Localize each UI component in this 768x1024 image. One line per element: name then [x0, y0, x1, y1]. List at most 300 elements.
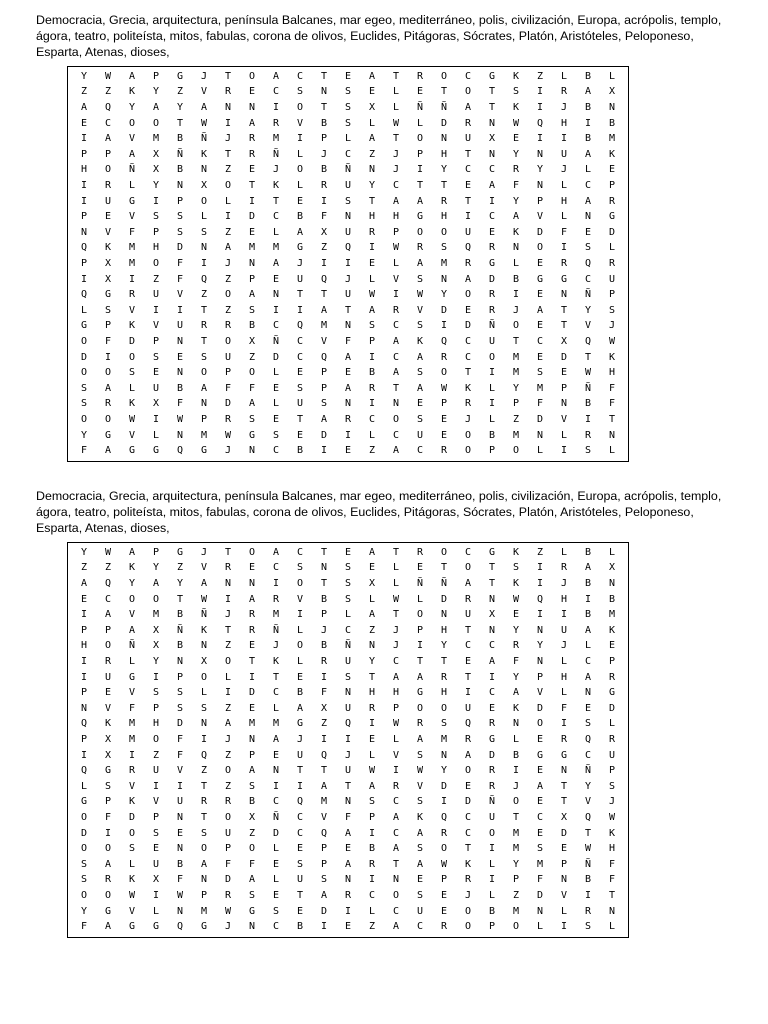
grid-cell: B [296, 445, 304, 457]
grid-cell: A [272, 257, 280, 269]
grid-cell: O [248, 843, 256, 855]
grid-cell: H [368, 211, 376, 223]
grid-cell: A [104, 921, 112, 933]
grid-cell: U [464, 133, 472, 145]
grid-cell: V [536, 211, 544, 223]
grid-cell: D [440, 780, 448, 792]
grid-cell: E [416, 874, 424, 886]
grid-cell: R [512, 164, 520, 176]
grid-cell: A [224, 242, 232, 254]
grid-cell: U [104, 195, 112, 207]
grid-cell: X [248, 811, 256, 823]
grid-cell: S [416, 843, 424, 855]
grid-cell: P [224, 843, 232, 855]
grid-cell: W [368, 289, 376, 301]
grid-cell: S [248, 780, 256, 792]
grid-cell: P [320, 843, 328, 855]
grid-cell: P [152, 546, 160, 558]
grid-cell: I [584, 413, 592, 425]
grid-cell: W [128, 889, 136, 901]
grid-cell: O [152, 257, 160, 269]
grid-cell: I [368, 242, 376, 254]
grid-cell: N [272, 289, 280, 301]
grid-cell: D [440, 304, 448, 316]
grid-cell: T [296, 289, 304, 301]
grid-cell: R [200, 320, 208, 332]
grid-cell: R [320, 655, 328, 667]
grid-cell: M [128, 242, 136, 254]
grid-cell: R [608, 195, 616, 207]
grid-cell: R [368, 858, 376, 870]
grid-cell: L [152, 429, 160, 441]
grid-cell: A [368, 609, 376, 621]
grid-cell: B [584, 398, 592, 410]
grid-cell: H [440, 148, 448, 160]
grid-cell: S [320, 874, 328, 886]
grid-cell: A [248, 593, 256, 605]
grid-cell: A [80, 101, 88, 113]
grid-cell: L [608, 718, 616, 730]
grid-cell: B [176, 382, 184, 394]
grid-cell: M [512, 429, 520, 441]
grid-cell: R [224, 796, 232, 808]
grid-cell: S [200, 702, 208, 714]
grid-cell: Q [464, 242, 472, 254]
grid-cell: A [416, 858, 424, 870]
grid-cell: K [104, 718, 112, 730]
grid-cell: R [248, 624, 256, 636]
grid-cell: T [320, 101, 328, 113]
grid-cell: F [344, 335, 352, 347]
grid-cell: E [368, 86, 376, 98]
grid-cell: L [560, 211, 568, 223]
grid-cell: O [104, 843, 112, 855]
grid-cell: U [344, 226, 352, 238]
grid-cell: E [344, 445, 352, 457]
grid-cell: L [392, 86, 400, 98]
grid-cell: F [224, 382, 232, 394]
grid-cell: L [608, 921, 616, 933]
grid-cell: I [560, 718, 568, 730]
grid-cell: U [224, 351, 232, 363]
grid-cell: L [128, 179, 136, 191]
grid-cell: N [392, 874, 400, 886]
grid-cell: O [512, 796, 520, 808]
grid-cell: D [488, 273, 496, 285]
grid-cell: W [512, 593, 520, 605]
grid-cell: F [560, 702, 568, 714]
grid-cell: K [464, 382, 472, 394]
grid-cell: R [464, 398, 472, 410]
grid-cell: W [392, 718, 400, 730]
grid-cell: S [248, 304, 256, 316]
grid-cell: O [296, 640, 304, 652]
grid-cell: F [104, 811, 112, 823]
grid-cell: X [152, 640, 160, 652]
grid-cell: P [248, 273, 256, 285]
grid-cell: A [320, 304, 328, 316]
grid-cell: I [464, 211, 472, 223]
grid-cell: T [272, 195, 280, 207]
grid-cell: O [248, 367, 256, 379]
grid-cell: P [416, 148, 424, 160]
grid-cell: E [536, 320, 544, 332]
grid-cell: P [608, 765, 616, 777]
grid-cell: V [128, 609, 136, 621]
grid-cell: P [152, 70, 160, 82]
grid-cell: A [536, 780, 544, 792]
grid-cell: E [536, 765, 544, 777]
grid-cell: A [248, 117, 256, 129]
grid-cell: L [560, 429, 568, 441]
grid-cell: P [536, 671, 544, 683]
grid-cell: P [80, 211, 88, 223]
grid-cell: G [488, 257, 496, 269]
grid-cell: B [296, 921, 304, 933]
grid-cell: N [176, 335, 184, 347]
grid-cell: C [272, 562, 280, 574]
grid-cell: Y [584, 780, 592, 792]
grid-cell: I [416, 640, 424, 652]
grid-cell: Z [224, 749, 232, 761]
grid-cell: S [152, 827, 160, 839]
grid-cell: B [584, 546, 592, 558]
grid-cell: P [104, 624, 112, 636]
grid-cell: T [608, 889, 616, 901]
grid-cell: I [152, 671, 160, 683]
grid-cell: B [296, 211, 304, 223]
grid-cell: B [320, 593, 328, 605]
grid-cell: L [272, 398, 280, 410]
grid-cell: T [440, 562, 448, 574]
grid-cell: A [344, 827, 352, 839]
grid-cell: S [200, 351, 208, 363]
grid-cell: Y [512, 195, 520, 207]
grid-cell: V [416, 780, 424, 792]
grid-cell: V [152, 320, 160, 332]
grid-cell: Y [176, 101, 184, 113]
grid-cell: N [176, 655, 184, 667]
grid-cell: C [392, 655, 400, 667]
grid-cell: N [272, 765, 280, 777]
grid-cell: Y [80, 546, 88, 558]
grid-cell: P [176, 671, 184, 683]
grid-cell: Q [80, 242, 88, 254]
grid-cell: O [80, 843, 88, 855]
grid-cell: O [80, 335, 88, 347]
grid-cell: U [488, 811, 496, 823]
grid-cell: C [488, 211, 496, 223]
grid-cell: S [272, 429, 280, 441]
grid-cell: D [536, 226, 544, 238]
grid-cell: M [512, 827, 520, 839]
grid-cell: P [176, 195, 184, 207]
grid-cell: Y [512, 148, 520, 160]
grid-cell: L [272, 702, 280, 714]
grid-cell: T [464, 367, 472, 379]
grid-cell: H [560, 117, 568, 129]
grid-cell: C [416, 921, 424, 933]
grid-cell: S [104, 780, 112, 792]
grid-cell: Z [224, 702, 232, 714]
grid-cell: N [488, 593, 496, 605]
grid-cell: Y [176, 577, 184, 589]
grid-cell: C [104, 593, 112, 605]
grid-cell: L [392, 562, 400, 574]
grid-cell: D [560, 351, 568, 363]
grid-cell: C [392, 796, 400, 808]
grid-cell: N [176, 843, 184, 855]
grid-cell: R [440, 445, 448, 457]
grid-cell: O [512, 445, 520, 457]
grid-cell: A [368, 546, 376, 558]
grid-cell: T [464, 148, 472, 160]
grid-cell: G [104, 905, 112, 917]
grid-cell: X [104, 257, 112, 269]
grid-cell: J [320, 624, 328, 636]
grid-cell: I [440, 796, 448, 808]
grid-cell: J [392, 640, 400, 652]
grid-cell: J [392, 164, 400, 176]
grid-cell: Ñ [488, 320, 496, 332]
grid-cell: A [320, 889, 328, 901]
grid-cell: Z [368, 624, 376, 636]
grid-cell: N [344, 796, 352, 808]
grid-cell: A [104, 858, 112, 870]
grid-cell: A [272, 70, 280, 82]
grid-cell: S [80, 874, 88, 886]
grid-cell: A [416, 351, 424, 363]
grid-cell: S [440, 242, 448, 254]
grid-cell: R [224, 413, 232, 425]
grid-cell: P [488, 445, 496, 457]
grid-cell: G [608, 211, 616, 223]
grid-cell: C [584, 749, 592, 761]
grid-cell: L [392, 257, 400, 269]
grid-cell: T [320, 70, 328, 82]
grid-cell: O [536, 718, 544, 730]
grid-cell: P [608, 655, 616, 667]
grid-cell: N [176, 179, 184, 191]
grid-cell: I [104, 827, 112, 839]
grid-cell: F [248, 382, 256, 394]
grid-cell: T [200, 811, 208, 823]
grid-cell: C [272, 796, 280, 808]
grid-cell: L [560, 179, 568, 191]
grid-cell: Y [536, 164, 544, 176]
grid-cell: A [464, 749, 472, 761]
grid-cell: R [416, 70, 424, 82]
grid-cell: Z [368, 445, 376, 457]
grid-cell: O [416, 609, 424, 621]
grid-cell: I [344, 905, 352, 917]
grid-cell: W [176, 889, 184, 901]
grid-cell: C [416, 445, 424, 457]
grid-cell: F [344, 811, 352, 823]
grid-cell: O [248, 70, 256, 82]
grid-cell: I [344, 257, 352, 269]
grid-cell: N [224, 101, 232, 113]
grid-cell: I [560, 445, 568, 457]
grid-cell: R [464, 257, 472, 269]
grid-cell: C [464, 351, 472, 363]
grid-cell: B [176, 133, 184, 145]
grid-cell: K [128, 398, 136, 410]
grid-cell: L [488, 413, 496, 425]
grid-cell: T [464, 843, 472, 855]
grid-cell: H [608, 367, 616, 379]
grid-cell: E [176, 351, 184, 363]
grid-cell: G [200, 445, 208, 457]
grid-cell: I [296, 780, 304, 792]
grid-cell: U [344, 765, 352, 777]
grid-cell: C [104, 117, 112, 129]
grid-cell: L [128, 858, 136, 870]
grid-cell: C [272, 320, 280, 332]
grid-cell: P [104, 320, 112, 332]
grid-cell: H [152, 242, 160, 254]
grid-cell: N [344, 874, 352, 886]
grid-cell: O [464, 765, 472, 777]
grid-cell: X [560, 335, 568, 347]
grid-cell: A [536, 304, 544, 316]
grid-cell: A [512, 687, 520, 699]
grid-cell: M [272, 718, 280, 730]
grid-cell: G [536, 749, 544, 761]
grid-cell: E [344, 367, 352, 379]
grid-cell: Ñ [272, 148, 280, 160]
grid-cell: O [80, 811, 88, 823]
grid-cell: O [80, 413, 88, 425]
word-search-puzzle-1 [0, 12, 768, 457]
grid-cell: E [464, 304, 472, 316]
grid-cell: T [392, 70, 400, 82]
grid-cell: F [80, 921, 88, 933]
grid-cell: O [152, 117, 160, 129]
grid-cell: T [392, 609, 400, 621]
grid-cell: E [152, 843, 160, 855]
grid-cell: V [392, 749, 400, 761]
grid-cell: N [536, 148, 544, 160]
grid-cell: X [608, 86, 616, 98]
grid-cell: O [464, 86, 472, 98]
grid-cell: S [296, 382, 304, 394]
grid-cell: Z [536, 546, 544, 558]
grid-cell: A [80, 577, 88, 589]
grid-cell: Y [152, 562, 160, 574]
grid-cell: E [416, 398, 424, 410]
grid-cell: R [560, 562, 568, 574]
grid-cell: A [200, 101, 208, 113]
grid-cell: A [392, 367, 400, 379]
grid-cell: L [224, 671, 232, 683]
grid-cell: S [344, 117, 352, 129]
grid-cell: V [128, 211, 136, 223]
grid-cell: U [152, 858, 160, 870]
grid-cell: P [80, 257, 88, 269]
grid-cell: Y [368, 655, 376, 667]
grid-cell: N [440, 273, 448, 285]
grid-cell: T [200, 335, 208, 347]
grid-cell: A [104, 382, 112, 394]
grid-cell: Q [104, 577, 112, 589]
grid-cell: H [440, 687, 448, 699]
grid-cell: I [320, 671, 328, 683]
grid-cell: R [272, 593, 280, 605]
grid-cell: T [488, 562, 496, 574]
grid-cell: Q [464, 718, 472, 730]
grid-cell: A [392, 811, 400, 823]
word-list: Democracia, Grecia, arquitectura, península Balcanes, mar egeo, mediterráneo, polis, civilización, Europa, acrópolis, templo, ágora, teatro, politeísta, mitos, fabulas, corona de olivos, Euclides, Pitágoras, Sócrates, Platón, Aristóteles, Peloponeso, Esparta, Atenas, dioses, [36, 13, 722, 59]
grid-cell: F [176, 733, 184, 745]
grid-cell: Y [584, 304, 592, 316]
grid-cell: L [608, 445, 616, 457]
grid-cell: Q [320, 273, 328, 285]
grid-cell: B [368, 367, 376, 379]
grid-cell: O [464, 905, 472, 917]
grid-cell: O [152, 593, 160, 605]
grid-cell: H [80, 640, 88, 652]
grid-cell: K [512, 702, 520, 714]
grid-cell: W [392, 117, 400, 129]
grid-cell: V [296, 117, 304, 129]
grid-cell: I [560, 609, 568, 621]
grid-cell: U [464, 702, 472, 714]
grid-cell: I [488, 398, 496, 410]
grid-cell: J [224, 133, 232, 145]
grid-cell: Y [440, 164, 448, 176]
grid-cell: D [536, 413, 544, 425]
grid-cell: Q [104, 101, 112, 113]
grid-cell: S [152, 687, 160, 699]
grid-cell: N [176, 905, 184, 917]
grid-cell: U [416, 429, 424, 441]
grid-cell: S [344, 101, 352, 113]
grid-cell: D [464, 320, 472, 332]
grid-cell: O [224, 655, 232, 667]
grid-cell: Ñ [584, 289, 592, 301]
grid-cell: E [440, 413, 448, 425]
grid-cell: P [104, 796, 112, 808]
grid-cell: A [104, 609, 112, 621]
grid-cell: C [584, 655, 592, 667]
grid-cell: B [368, 843, 376, 855]
grid-cell: C [296, 827, 304, 839]
grid-cell: D [248, 687, 256, 699]
grid-cell: R [440, 921, 448, 933]
grid-cell: I [392, 289, 400, 301]
grid-cell: C [392, 179, 400, 191]
grid-cell: F [128, 702, 136, 714]
grid-cell: H [560, 671, 568, 683]
grid-cell: W [368, 765, 376, 777]
grid-cell: D [560, 827, 568, 839]
grid-cell: V [560, 889, 568, 901]
grid-cell: T [296, 413, 304, 425]
grid-cell: N [248, 577, 256, 589]
grid-cell: S [200, 827, 208, 839]
grid-cell: O [488, 351, 496, 363]
grid-cell: U [176, 320, 184, 332]
grid-cell: G [104, 765, 112, 777]
grid-cell: Z [368, 921, 376, 933]
grid-cell: X [488, 133, 496, 145]
grid-cell: J [224, 445, 232, 457]
grid-cell: K [104, 242, 112, 254]
grid-cell: J [272, 164, 280, 176]
grid-cell: Ñ [272, 624, 280, 636]
grid-cell: T [416, 179, 424, 191]
